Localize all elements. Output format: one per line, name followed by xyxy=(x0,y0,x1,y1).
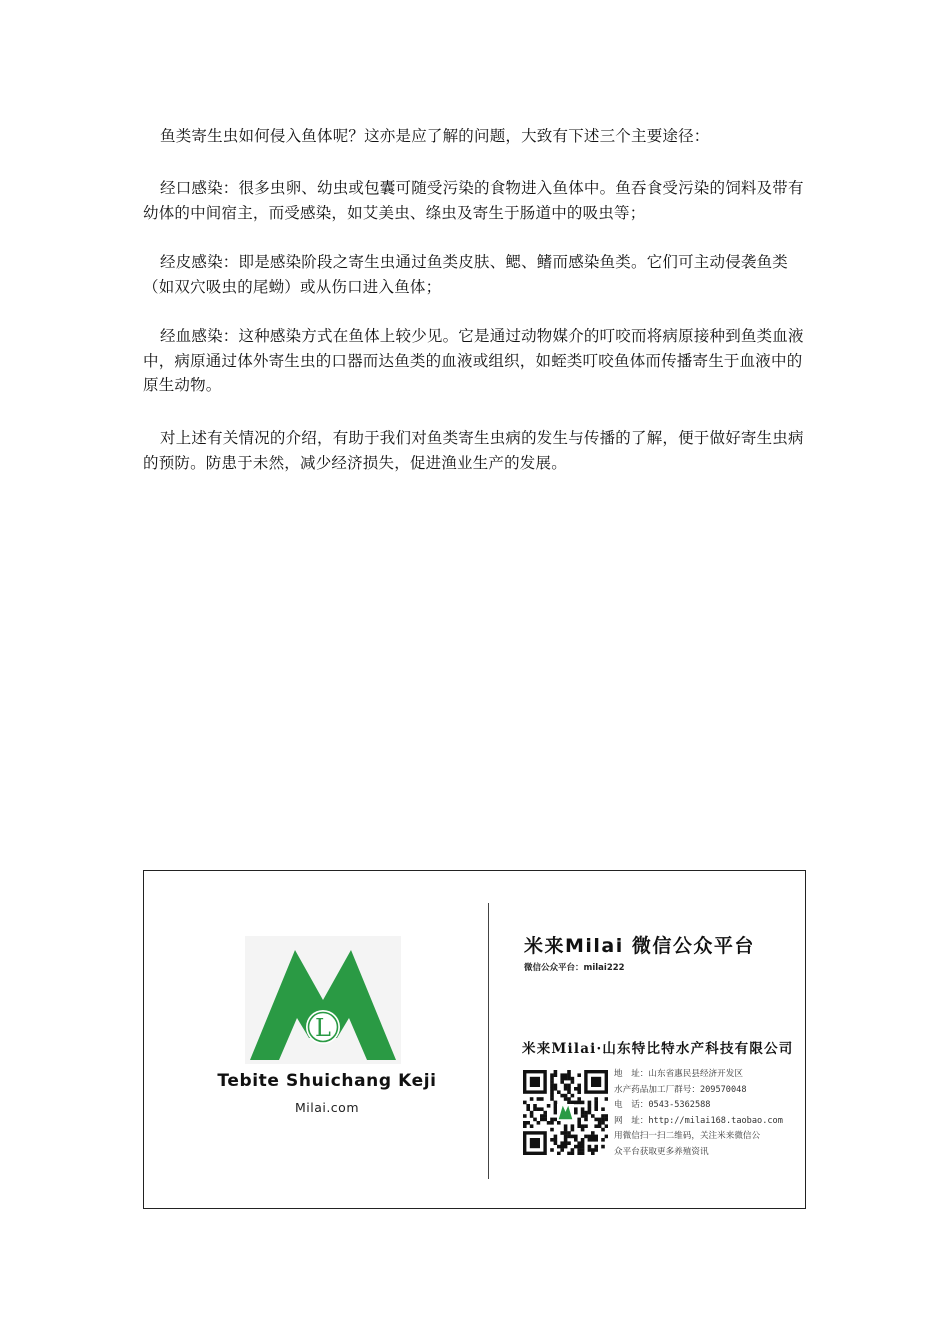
brand-english-name: Tebite Shuichang Keji xyxy=(217,1071,437,1091)
scan-hint-line: 用微信扫一扫二维码，关注米来微信公 xyxy=(614,1131,761,1142)
paragraph-intro: 鱼类寄生虫如何侵入鱼体呢？这亦是应了解的问题，大致有下述三个主要途径： xyxy=(160,127,710,145)
paragraph-skin-infection: 经皮感染：即是感染阶段之寄生虫通过鱼类皮肤、鳃、鳍而感染鱼类。它们可主动侵袭鱼类（如双穴吸虫的尾蚴）或从伤口进入鱼体； xyxy=(143,253,789,296)
contact-info xyxy=(614,1067,783,1161)
scan-hint-line-2: 众平台获取更多养殖资讯 xyxy=(614,1146,709,1157)
paragraph-blood-infection: 经血感染：这种感染方式在鱼体上较少见。它是通过动物媒介的叮咬而将病原接种到鱼类血液中，病原通过体外寄生虫的口器而达鱼类的血液或组织，如蛭类叮咬鱼体而传播寄生于血液中的原生动物。 xyxy=(143,327,804,394)
company-logo xyxy=(245,936,401,1064)
address-line: 地 址：山东省惠民县经济开发区 xyxy=(614,1069,743,1079)
brand-website: Milai.com xyxy=(294,1100,360,1115)
company-name: 米来Milai·山东特比特水产科技有限公司 xyxy=(522,1041,794,1057)
business-card xyxy=(143,870,806,1209)
wechat-platform-id: 微信公众平台：milai222 xyxy=(524,963,625,973)
qq-group-line: 水产药品加工厂群号：209570048 xyxy=(614,1084,747,1095)
paragraph-conclusion: 对上述有关情况的介绍，有助于我们对鱼类寄生虫病的发生与传播的了解，便于做好寄生虫病的预防。防患于未然，减少经济损失，促进渔业生产的发展。 xyxy=(143,429,804,472)
card-divider xyxy=(488,903,489,1179)
website-line: 网 址：http://milai168.taobao.com xyxy=(614,1115,783,1126)
paragraph-oral-infection: 经口感染：很多虫卵、幼虫或包囊可随受污染的食物进入鱼体中。鱼吞食受污染的饲料及带有幼体的中间宿主，而受感染，如艾美虫、绦虫及寄生于肠道中的吸虫等； xyxy=(143,179,804,222)
phone-line: 电 话：0543-5362588 xyxy=(614,1100,711,1111)
wechat-platform-title: 米来Milai 微信公众平台 xyxy=(524,935,755,957)
qr-code-icon xyxy=(523,1070,608,1155)
logo-letter: L xyxy=(315,1014,331,1042)
